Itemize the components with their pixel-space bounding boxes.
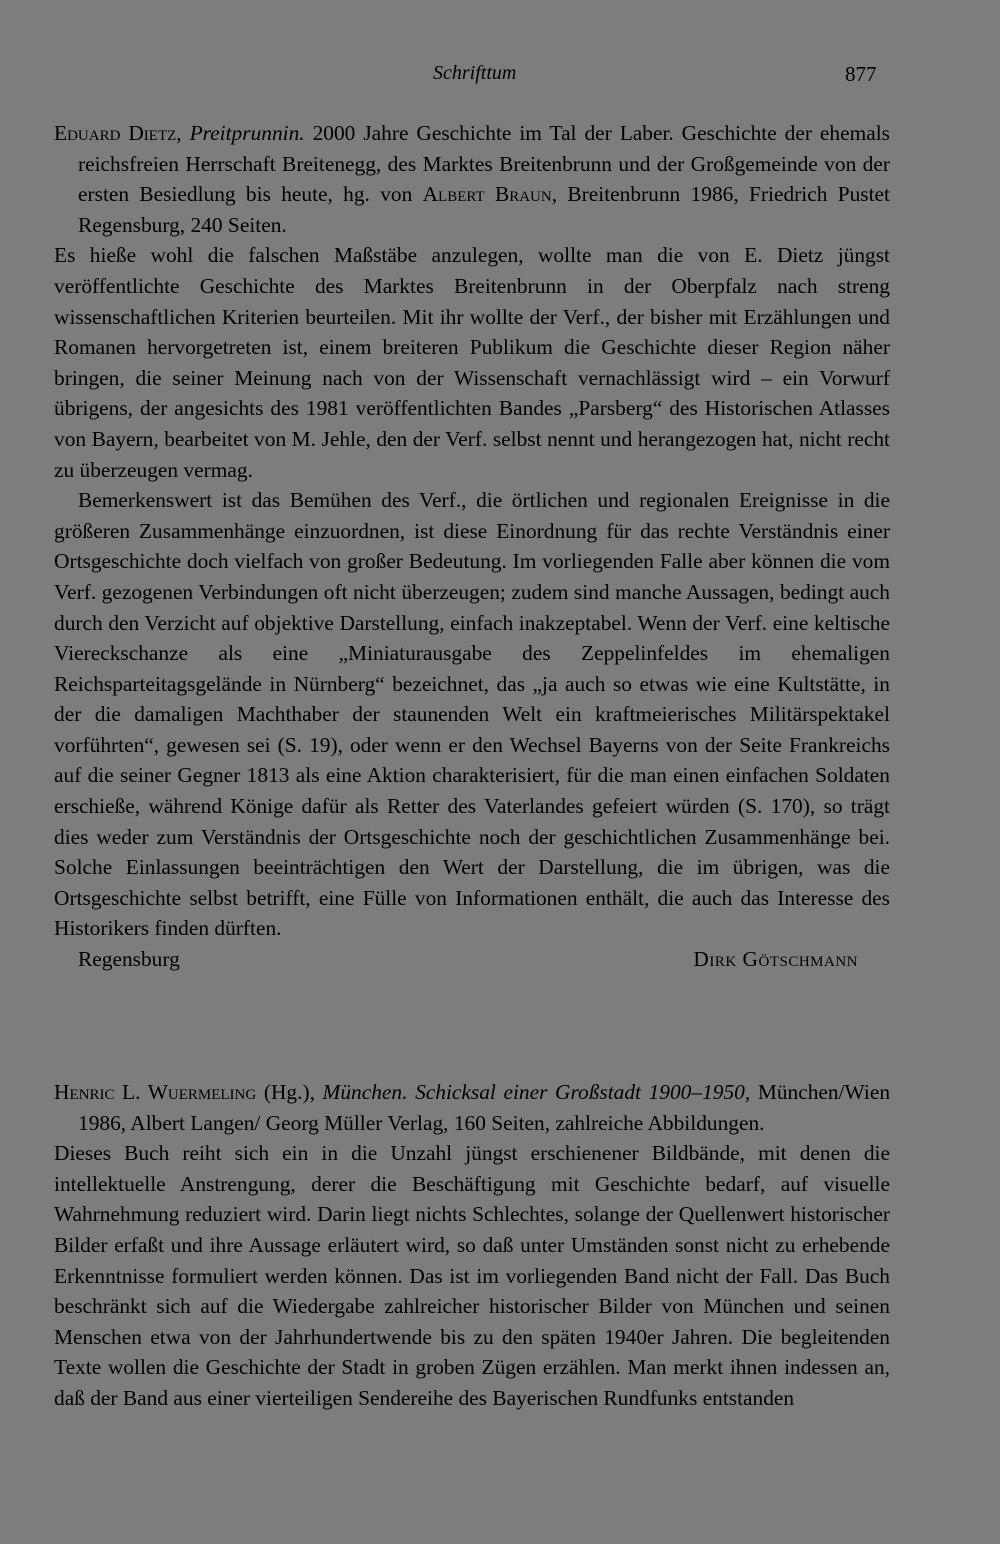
running-header xyxy=(0,58,1000,90)
book-title: Preitprunnin. xyxy=(189,121,305,145)
book-title: München. Schicksal einer Großstadt 1900–1950, xyxy=(322,1080,751,1104)
review-paragraph: Es hieße wohl die falschen Maßstäbe anzulegen, wollte man die von E. Dietz jüngst veröffentlichte Geschichte des Marktes Breitenbrunn in der Oberpfalz nach streng wissenschaftlichen Kriterien beurteilen. Mit ihr wollte der Verf., der bisher mit Erzählungen und Romanen hervorgetreten ist, einem breiteren Publikum die Geschichte dieser Region näher bringen, die seiner Meinung nach von der Wissenschaft vernachlässigt wird – ein Vorwurf übrigens, der angesichts des 1981 veröffentlichten Bandes „Parsberg“ des Historischen Atlasses von Bayern, bearbeitet von M. Jehle, den der Verf. selbst nennt und herangezogen hat, nicht recht zu überzeugen vermag. xyxy=(54,243,890,482)
review-wuermeling xyxy=(54,1077,890,1414)
review-paragraph: Bemerkenswert ist das Bemühen des Verf., die örtlichen und regionalen Ereignisse in die größeren Zusammenhänge einzuordnen, ist diese Einordnung für das rechte Verständnis einer Ortsgeschichte doch vielfach von großer Bedeutung. Im vorliegenden Falle aber können die vom Verf. gezogenen Verbindungen oft nicht überzeugen; zudem sind manche Aussagen, bedingt auch durch den Verzicht auf objektive Darstellung, einfach inakzeptabel. Wenn der Verf. eine keltische Viereckschanze als eine „Miniaturausgabe des Zeppelinfeldes im ehemaligen Reichsparteitagsgelände in Nürnberg“ bezeichnet, das „ja auch so etwas wie eine Kultstätte, in der die damaligen Machthaber der staunenden Welt ein kraftmeierisches Militärspektakel vorführten“, gewesen sei (S. 19), oder wenn er den Wechsel Bayerns von der Seite Frankreichs auf die seiner Gegner 1813 als eine Aktion charakterisiert, für die man einen einfachen Soldaten erschieße, während Könige dafür als Retter des Vaterlandes gefeiert würden (S. 170), so trägt dies weder zum Verständnis der Ortsgeschichte noch der geschichtlichen Zusammenhänge bei. Solche Einlassungen beeinträchtigen den Wert der Darstellung, die im übrigen, was die Ortsgeschichte selbst betrifft, eine Fülle von Informationen enthält, die auch das Interesse des Historikers finden dürften. xyxy=(54,488,890,941)
review-paragraph: Dieses Buch reiht sich ein in die Unzahl jüngst erschienener Bildbände, mit denen die intellektuelle Anstrengung, derer die Beschäftigung mit Geschichte bedarf, auf visuelle Wahrnehmung reduziert wird. Darin liegt nichts Schlechtes, solange der Quellenwert historischer Bilder erfaßt und ihre Aussage erläutert wird, so daß unter Umständen sonst nicht zu erhebende Erkenntnisse formuliert werden können. Das ist im vorliegenden Band nicht der Fall. Das Buch beschränkt sich auf die Wiedergabe zahlreicher historischer Bilder von München und seinen Menschen etwa von der Jahrhundertwende bis zu den späten 1940er Jahren. Die begleitenden Texte wollen die Geschichte der Stadt in groben Zügen erzählen. Man merkt ihnen indessen an, daß der Band aus einer vierteiligen Sendereihe des Bayerischen Rundfunks entstanden xyxy=(54,1141,890,1410)
review-citation xyxy=(54,1077,890,1138)
page-number: 877 xyxy=(845,62,877,86)
book-author: Eduard Dietz xyxy=(54,121,177,145)
reviewer-name: Dirk Götschmann xyxy=(693,947,858,972)
author-suffix: (Hg.), xyxy=(256,1080,323,1104)
citation-text: 2000 Jahre Geschichte im Tal der Laber. Geschichte der ehemals reichsfreien Herrschaft Breitenegg, des Marktes Breitenbrunn und der Großgemeinde von der ersten Besiedlung bis heute, hg. von xyxy=(78,121,890,207)
review-citation: Eduard Dietz, Preitprunnin. 2000 Jahre Geschichte im Tal der Laber. Geschichte der ehemals reichsfreien Herrschaft Breitenegg, des Marktes Breitenbrunn und der Großgemeinde von der ersten Besiedlung bis heute, hg. von Albert Braun, Breitenbrunn 1986, Friedrich Pustet Regensburg, 240 Seiten. xyxy=(54,121,890,237)
book-author: Henric L. Wuermeling xyxy=(54,1080,257,1104)
review-dietz xyxy=(54,118,890,974)
citation-text: , Breitenbrunn 1986, Friedrich Pustet Regensburg, 240 Seiten. xyxy=(78,182,890,237)
reviewer-place: Regensburg xyxy=(78,947,180,972)
running-title: Schrifttum xyxy=(433,62,517,84)
book-editor: Albert Braun xyxy=(422,182,552,207)
review-signoff xyxy=(54,944,890,974)
citation-text: München/Wien 1986, Albert Langen/ Georg Müller Verlag, 160 Seiten, zahlreiche Abbildungen. xyxy=(78,1080,891,1135)
